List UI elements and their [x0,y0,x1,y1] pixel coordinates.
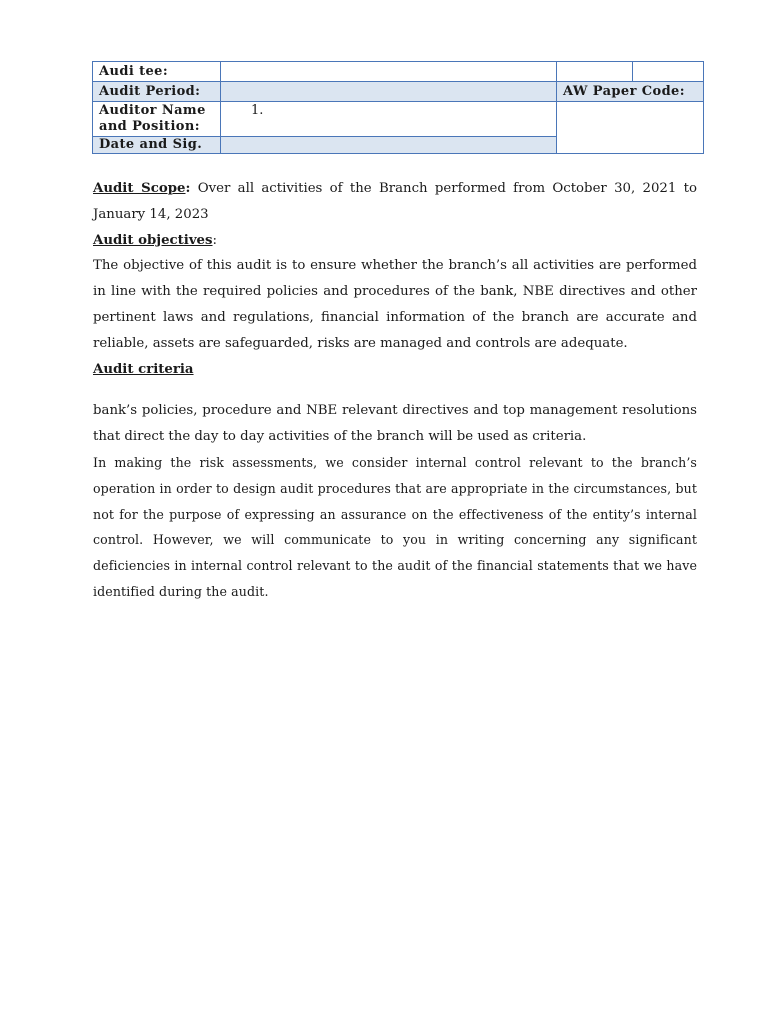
audit-scope-colon: : [185,181,191,196]
code-cell-2[interactable] [633,62,704,82]
audit-header-form [92,61,704,154]
audit-scope-paragraph [93,176,697,228]
audit-scope-text: Over all activities of the Branch performed from October 30, 2021 to January 14, 2023 [93,181,697,222]
auditee-value-cell[interactable] [221,62,557,82]
audit-objectives-heading: Audit objectives [93,232,213,248]
risk-assessment-text: In making the risk assessments, we consider internal control relevant to the branch’s operation in order to design audit procedures that are appropriate in the circumstances, but not for the purpose of expressing an assurance on the effectiveness of the entity’s internal control. However, we will communicate to you in writing concerning any significant deficiencies in internal control relevant to the audit of the financial statements that we have identified during the audit. [93,454,697,599]
auditor-name-label: Auditor Name and Position: [93,102,221,137]
row-audit-period [93,82,704,102]
audit-criteria-heading: Audit criteria [93,361,194,377]
audit-objectives-colon: : [212,232,217,248]
auditee-label: Audi tee: [93,62,221,82]
audit-scope-heading: Audit Scope [93,181,186,196]
row-auditee [93,62,704,82]
audit-objectives-text: The objective of this audit is to ensure whether the branch’s all activities are performed in line with the required policies and procedures of the bank, NBE directives and other pertinent laws and regulations, financial information of the branch are accurate and reliable, assets are safeguarded, risks are managed and controls are adequate. [93,258,697,351]
audit-period-label: Audit Period: [93,82,221,102]
document-body [93,176,697,605]
date-sig-label: Date and Sig. [93,137,221,154]
auditor-name-value[interactable]: 1. [221,102,557,137]
audit-criteria-heading-line [93,357,697,383]
audit-period-value-cell[interactable] [221,82,557,102]
audit-objectives-heading-line [93,228,697,254]
aw-paper-code-label: AW Paper Code: [557,82,704,102]
code-cell-1[interactable] [557,62,633,82]
audit-criteria-text: bank’s policies, procedure and NBE relevant directives and top management resolutions that direct the day to day activities of the branch will be used as criteria. [93,403,697,445]
row-auditor-name [93,102,704,137]
aw-paper-code-value-cell[interactable] [557,102,704,154]
date-sig-value-cell[interactable] [221,137,557,154]
